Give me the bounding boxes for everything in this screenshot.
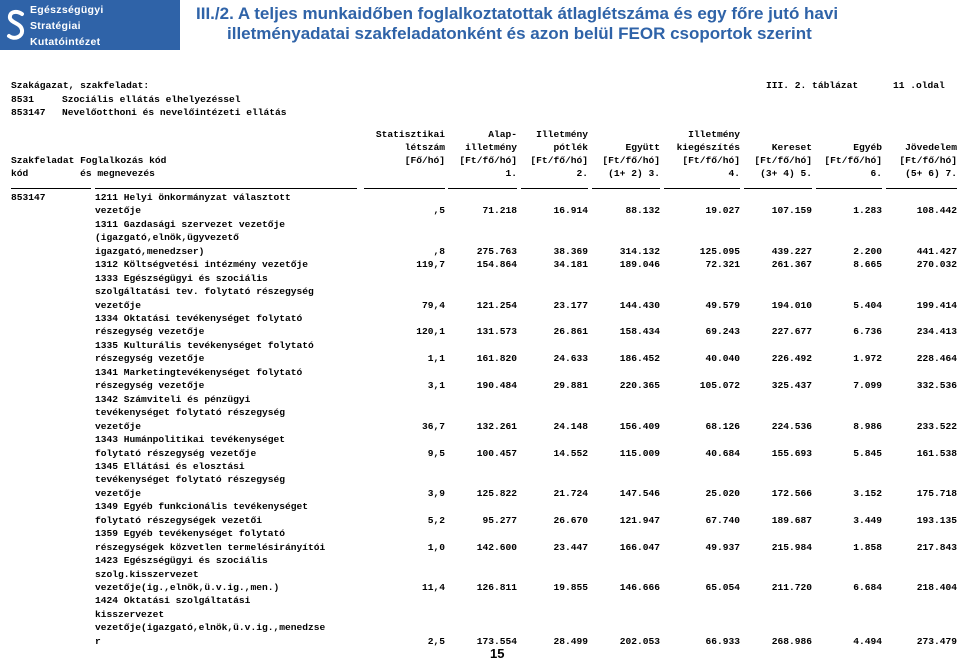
header-underline — [95, 188, 357, 189]
szakagazat-code: 8531 — [11, 94, 35, 105]
row-value-col-2: 71.218 — [482, 205, 517, 216]
row-description-line: vezetője — [95, 300, 142, 311]
szakagazat-name: Szociális ellátás elhelyezéssel — [62, 94, 241, 105]
row-description-line: folytató részegységek vezetői — [95, 515, 262, 526]
row-value-col-4: 146.666 — [619, 582, 660, 593]
row-description-line: 1343 Humánpolitikai tevékenységet — [95, 434, 285, 445]
header-underline — [592, 188, 660, 189]
row-value-col-5: 68.126 — [705, 421, 740, 432]
table-reference: III. 2. táblázat — [766, 80, 859, 91]
header-col-3-line-2: pótlék — [553, 142, 588, 153]
szakfeladat-code: 853147 — [11, 107, 46, 118]
row-description-line: tevékenységet folytató részegység — [95, 407, 285, 418]
row-description-line: 1424 Oktatási szolgáltatási — [95, 595, 251, 606]
header-col-6-line-3: [Ft/fő/hó] — [754, 155, 812, 166]
row-value-col-1: 5,2 — [427, 515, 445, 526]
row-value-col-1: ,5 — [433, 205, 445, 216]
header-col-6-line-2: Kereset — [771, 142, 812, 153]
row-value-col-1: 120,1 — [416, 326, 445, 337]
header-left-line-2: kód és megnevezés — [11, 168, 155, 179]
header-col-8-line-4: (5+ 6) 7. — [905, 168, 957, 179]
row-value-col-2: 173.554 — [476, 636, 517, 647]
row-value-col-8: 273.479 — [916, 636, 957, 647]
row-value-col-3: 28.499 — [553, 636, 588, 647]
header-col-5-line-2: kiegészítés — [676, 142, 740, 153]
row-value-col-6: 226.492 — [771, 353, 812, 364]
row-value-col-8: 441.427 — [916, 246, 957, 257]
page-title-line-1: III./2. A teljes munkaidőben foglalkoztatottak átlaglétszáma és egy főre jutó havi — [196, 4, 839, 23]
header-underline — [364, 188, 445, 189]
header-banner — [0, 0, 960, 50]
row-description-line: 1211 Helyi önkormányzat választott — [95, 192, 291, 203]
row-value-col-1: 119,7 — [416, 259, 445, 270]
row-value-col-8: 228.464 — [916, 353, 957, 364]
row-value-col-2: 126.811 — [476, 582, 517, 593]
row-value-col-2: 132.261 — [476, 421, 517, 432]
header-col-8-line-3: [Ft/fő/hó] — [899, 155, 957, 166]
header-col-4-line-4: (1+ 2) 3. — [608, 168, 660, 179]
row-value-col-2: 125.822 — [476, 488, 517, 499]
szakfeladat-name: Nevelőotthoni és nevelőintézeti ellátás — [62, 107, 287, 118]
row-description-line: 1423 Egészségügyi és szociális — [95, 555, 268, 566]
row-value-col-8: 233.522 — [916, 421, 957, 432]
row-value-col-6: 211.720 — [771, 582, 812, 593]
row-description-line: vezetője — [95, 488, 142, 499]
row-value-col-1: 79,4 — [421, 300, 445, 311]
row-description-line: tevékenységet folytató részegység — [95, 474, 285, 485]
row-value-col-5: 72.321 — [705, 259, 740, 270]
row-value-col-4: 202.053 — [619, 636, 660, 647]
row-value-col-6: 224.536 — [771, 421, 812, 432]
row-description-line: részegység vezetője — [95, 326, 205, 337]
row-value-col-4: 88.132 — [625, 205, 660, 216]
row-value-col-2: 154.864 — [476, 259, 517, 270]
row-value-col-6: 215.984 — [771, 542, 812, 553]
row-description-line: 1341 Marketingtevékenységet folytató — [95, 367, 303, 378]
row-value-col-6: 155.693 — [771, 448, 812, 459]
row-value-col-7: 8.665 — [853, 259, 882, 270]
row-value-col-5: 40.684 — [705, 448, 740, 459]
row-value-col-7: 1.972 — [853, 353, 882, 364]
row-value-col-3: 19.855 — [553, 582, 588, 593]
header-col-2-line-3: [Ft/fő/hó] — [459, 155, 517, 166]
row-value-col-2: 190.484 — [476, 380, 517, 391]
row-value-col-4: 156.409 — [619, 421, 660, 432]
row-value-col-8: 217.843 — [916, 542, 957, 553]
header-underline — [448, 188, 517, 189]
row-description-line: részegység vezetője — [95, 353, 205, 364]
row-value-col-7: 7.099 — [853, 380, 882, 391]
row-value-col-2: 142.600 — [476, 542, 517, 553]
row-value-col-8: 108.442 — [916, 205, 957, 216]
header-underline — [521, 188, 588, 189]
row-value-col-5: 19.027 — [705, 205, 740, 216]
row-value-col-5: 66.933 — [705, 636, 740, 647]
row-value-col-5: 69.243 — [705, 326, 740, 337]
header-col-2-line-2: illetmény — [465, 142, 517, 153]
row-description-line: folytató részegység vezetője — [95, 448, 257, 459]
row-value-col-6: 227.677 — [771, 326, 812, 337]
row-value-col-6: 261.367 — [771, 259, 812, 270]
row-description-line: 1342 Számviteli és pénzügyi — [95, 394, 251, 405]
logo-line-3: Kutatóintézet — [30, 36, 101, 48]
row-description-line: 1345 Ellátási és elosztási — [95, 461, 245, 472]
row-value-col-1: 11,4 — [421, 582, 445, 593]
row-value-col-7: 5.404 — [853, 300, 882, 311]
row-description-line: vezetője(ig.,elnök,ü.v.ig.,men.) — [95, 582, 280, 593]
row-value-col-2: 131.573 — [476, 326, 517, 337]
row-description-line: részegységek közvetlen termelésirányítói — [95, 542, 326, 553]
row-value-col-4: 147.546 — [619, 488, 660, 499]
row-value-col-4: 115.009 — [619, 448, 660, 459]
header-left-line-1: Szakfeladat Foglalkozás kód — [11, 155, 167, 166]
row-description-line: (igazgató,elnök,ügyvezető — [95, 232, 239, 243]
header-underline — [664, 188, 740, 189]
row-value-col-8: 161.538 — [916, 448, 957, 459]
row-description-line: 1335 Kulturális tevékenységet folytató — [95, 340, 314, 351]
row-value-col-3: 23.177 — [553, 300, 588, 311]
row-value-col-5: 67.740 — [705, 515, 740, 526]
row-value-col-3: 26.670 — [553, 515, 588, 526]
logo-s-icon — [6, 9, 26, 41]
row-value-col-1: 3,1 — [427, 380, 445, 391]
row-value-col-5: 105.072 — [699, 380, 740, 391]
row-value-col-7: 5.845 — [853, 448, 882, 459]
header-col-7-line-2: Egyéb — [853, 142, 882, 153]
row-value-col-3: 26.861 — [553, 326, 588, 337]
row-value-col-7: 6.736 — [853, 326, 882, 337]
header-col-3-line-4: 2. — [576, 168, 588, 179]
header-col-5-line-3: [Ft/fő/hó] — [682, 155, 740, 166]
row-value-col-7: 1.283 — [853, 205, 882, 216]
row-value-col-6: 268.986 — [771, 636, 812, 647]
row-value-col-6: 325.437 — [771, 380, 812, 391]
row-description-line: igazgató,menedzser) — [95, 246, 205, 257]
row-value-col-8: 175.718 — [916, 488, 957, 499]
row-description-line: részegység vezetője — [95, 380, 205, 391]
row-value-col-8: 332.536 — [916, 380, 957, 391]
row-value-col-7: 3.449 — [853, 515, 882, 526]
row-value-col-3: 16.914 — [553, 205, 588, 216]
szakagazat-label: Szakágazat, szakfeladat: — [11, 80, 150, 91]
row-value-col-6: 439.227 — [771, 246, 812, 257]
row-value-col-7: 3.152 — [853, 488, 882, 499]
row-value-col-4: 166.047 — [619, 542, 660, 553]
row-value-col-8: 199.414 — [916, 300, 957, 311]
header-underline — [11, 188, 91, 189]
row-value-col-8: 270.032 — [916, 259, 957, 270]
row-value-col-2: 275.763 — [476, 246, 517, 257]
row-value-col-8: 234.413 — [916, 326, 957, 337]
row-value-col-7: 6.684 — [853, 582, 882, 593]
row-description-line: r — [95, 636, 101, 647]
row-description-line: 1311 Gazdasági szervezet vezetője — [95, 219, 285, 230]
header-col-3-line-3: [Ft/fő/hó] — [530, 155, 588, 166]
page-reference: 11 .oldal — [893, 80, 945, 91]
row-value-col-7: 2.200 — [853, 246, 882, 257]
row-value-col-4: 314.132 — [619, 246, 660, 257]
institute-logo — [0, 0, 180, 50]
row-description-line: 1349 Egyéb funkcionális tevékenységet — [95, 501, 309, 512]
row-description-line: vezetője — [95, 205, 142, 216]
row-value-col-3: 14.552 — [553, 448, 588, 459]
row-value-col-1: 1,0 — [427, 542, 445, 553]
row-value-col-4: 186.452 — [619, 353, 660, 364]
row-value-col-6: 189.687 — [771, 515, 812, 526]
row-value-col-1: 2,5 — [427, 636, 445, 647]
row-value-col-3: 29.881 — [553, 380, 588, 391]
row-value-col-3: 24.148 — [553, 421, 588, 432]
row-value-col-4: 144.430 — [619, 300, 660, 311]
row-value-col-1: 36,7 — [421, 421, 445, 432]
header-col-1-line-3: [Fő/hó] — [404, 155, 445, 166]
row-description-line: szolgáltatási tev. folytató részegység — [95, 286, 314, 297]
row-value-col-6: 107.159 — [771, 205, 812, 216]
row-value-col-5: 40.040 — [705, 353, 740, 364]
row-value-col-2: 161.820 — [476, 353, 517, 364]
szakfeladat-row-code: 853147 — [11, 192, 46, 203]
row-description-line: 1312 Költségvetési intézmény vezetője — [95, 259, 309, 270]
row-description-line: 1359 Egyéb tevékenységet folytató — [95, 528, 285, 539]
row-value-col-2: 100.457 — [476, 448, 517, 459]
header-col-3-line-1: Illetmény — [536, 129, 588, 140]
logo-line-2: Stratégiai — [30, 20, 81, 32]
row-value-col-3: 21.724 — [553, 488, 588, 499]
row-value-col-5: 49.937 — [705, 542, 740, 553]
header-col-8-line-2: Jövedelem — [905, 142, 957, 153]
header-underline — [886, 188, 957, 189]
page-title-line-2: illetményadatai szakfeladatonként és azon belül FEOR csoportok szerint — [227, 24, 812, 43]
row-value-col-4: 121.947 — [619, 515, 660, 526]
row-value-col-3: 38.369 — [553, 246, 588, 257]
row-value-col-7: 8.986 — [853, 421, 882, 432]
page-number: 15 — [490, 646, 505, 661]
row-value-col-6: 194.010 — [771, 300, 812, 311]
row-value-col-1: ,8 — [433, 246, 445, 257]
row-value-col-5: 25.020 — [705, 488, 740, 499]
row-value-col-8: 193.135 — [916, 515, 957, 526]
header-col-7-line-3: [Ft/fő/hó] — [824, 155, 882, 166]
row-description-line: szolg.kisszervezet — [95, 569, 199, 580]
row-description-line: vezetője(igazgató,elnök,ü.v.ig.,menedzse — [95, 622, 326, 633]
row-value-col-5: 65.054 — [705, 582, 740, 593]
row-value-col-1: 1,1 — [427, 353, 445, 364]
header-col-4-line-2: Együtt — [625, 142, 660, 153]
header-col-1-line-2: létszám — [404, 142, 445, 153]
row-value-col-4: 220.365 — [619, 380, 660, 391]
row-value-col-4: 158.434 — [619, 326, 660, 337]
row-value-col-2: 95.277 — [482, 515, 517, 526]
row-value-col-5: 49.579 — [705, 300, 740, 311]
row-value-col-2: 121.254 — [476, 300, 517, 311]
row-value-col-1: 3,9 — [427, 488, 445, 499]
header-col-2-line-4: 1. — [505, 168, 517, 179]
header-col-5-line-1: Illetmény — [688, 129, 740, 140]
header-col-1-line-1: Statisztikai — [375, 129, 445, 140]
row-description-line: kisszervezet — [95, 609, 165, 620]
header-col-4-line-3: [Ft/fő/hó] — [602, 155, 660, 166]
row-value-col-3: 23.447 — [553, 542, 588, 553]
row-value-col-6: 172.566 — [771, 488, 812, 499]
header-col-2-line-1: Alap- — [488, 129, 517, 140]
header-col-6-line-4: (3+ 4) 5. — [760, 168, 812, 179]
row-description-line: vezetője — [95, 421, 142, 432]
header-underline — [744, 188, 812, 189]
header-col-7-line-4: 6. — [870, 168, 882, 179]
row-value-col-7: 1.858 — [853, 542, 882, 553]
row-value-col-3: 24.633 — [553, 353, 588, 364]
row-description-line: 1333 Egészségügyi és szociális — [95, 273, 268, 284]
row-value-col-8: 218.404 — [916, 582, 957, 593]
header-underline — [816, 188, 882, 189]
row-value-col-4: 189.046 — [619, 259, 660, 270]
row-value-col-7: 4.494 — [853, 636, 882, 647]
logo-line-1: Egészségügyi — [30, 4, 104, 16]
header-col-5-line-4: 4. — [728, 168, 740, 179]
row-value-col-5: 125.095 — [699, 246, 740, 257]
row-value-col-3: 34.181 — [553, 259, 588, 270]
row-description-line: 1334 Oktatási tevékenységet folytató — [95, 313, 303, 324]
row-value-col-1: 9,5 — [427, 448, 445, 459]
